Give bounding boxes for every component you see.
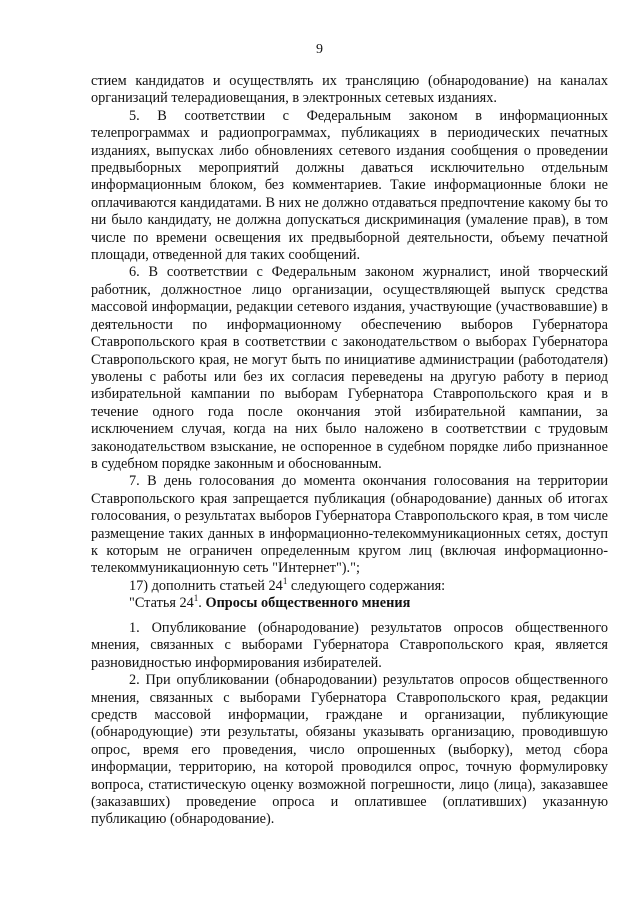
article-heading-title: Опросы общественного мнения — [205, 595, 411, 612]
page-number: 9 — [316, 42, 323, 57]
article-heading-prefix: "Статья 24 — [129, 595, 194, 612]
paragraph-6: 6. В соответствии с Федеральным законом журналист, иной творческий работник, должностное лицо организации, осуществляющей выпуск средства массовой информации, редакции сетевого издания, участвующие (участвовавшие) в деятельности по информационному обеспечению выборов Губернатора Ставропольского края в соответствии с законодательством о выборах Губернатора Ставропольского края, не могут быть по инициативе администрации (работодателя) уволены с работы или без их согласия переведены на другую работу в период избирательной кампании по выборам Губернатора Ставропольского края и в течение одного года после окончания этой избирательной кампании, за исключением случая, когда на них было наложено в соответствии с трудовым законодательством взыскание, не оспоренное в судебном порядке либо признанное в судебном порядке законным и обоснованным. — [91, 264, 608, 472]
amendment-item-17-text: 17) дополнить статьей 24 — [129, 577, 283, 594]
law-text-block — [91, 73, 608, 613]
paragraph-5: 5. В соответствии с Федеральным законом в информационных телепрограммах и радиопрограммах, публикациях в периодических печатных изданиях, выпусках либо обновлениях сетевого издания сообщения о проведении предвыборных мероприятий должны даваться исключительно отдельным информационным блоком, без комментариев. Такие информационные блоки не оплачиваются кандидатами. В них не должно отдаваться предпочтение какому бы то ни было кандидату, не должна допускаться дискриминация (умаление прав), в том числе по времени освещения их предвыборной деятельности, объему печатной площади, отведенной для таких сообщений. — [91, 107, 608, 264]
amendment-item-17-tail: следующего содержания: — [287, 577, 446, 594]
amendment-item-17 — [91, 578, 608, 595]
paragraph-continuation: стием кандидатов и осуществлять их трансляцию (обнародование) на каналах организаций телерадиовещания, в электронных сетевых изданиях. — [91, 73, 608, 107]
article-heading — [91, 595, 608, 612]
article-heading-dot: . — [198, 595, 206, 612]
paragraph-7: 7. В день голосования до момента окончания голосования на территории Ставропольского края запрещается публикация (обнародование) данных об итогах голосования, о результатах выборов Губернатора Ставропольского края, в том числе размещение таких данных в информационно-телекоммуникационных сетях, доступ к которым не ограничен определенным кругом лиц (включая информационно-телекоммуникационную сеть "Интернет")."; — [91, 473, 608, 577]
article-heading-superscript: 1 — [193, 593, 199, 604]
article-paragraph-2: 2. При опубликовании (обнародовании) результатов опросов общественного мнения, связанных с выборами Губернатора Ставропольского края, редакции средств массовой информации, граждане и организации, публикующие (обнародующие) эти результаты, обязаны указывать организацию, проводившую опрос, время его проведения, число опрошенных (выборку), метод сбора информации, территорию, на которой проводился опрос, точную формулировку вопроса, статистическую оценку возможной погрешности, лицо (лица), заказавшее (заказавших) проведение опроса и оплатившее (оплативших) указанную публикацию (обнародование). — [91, 672, 608, 828]
article-paragraph-1: 1. Опубликование (обнародование) результатов опросов общественного мнения, связанных с выборами Губернатора Ставропольского края, является разновидностью информирования избирателей. — [91, 620, 608, 671]
amendment-item-17-superscript: 1 — [282, 576, 288, 587]
article-text-block — [91, 620, 608, 829]
